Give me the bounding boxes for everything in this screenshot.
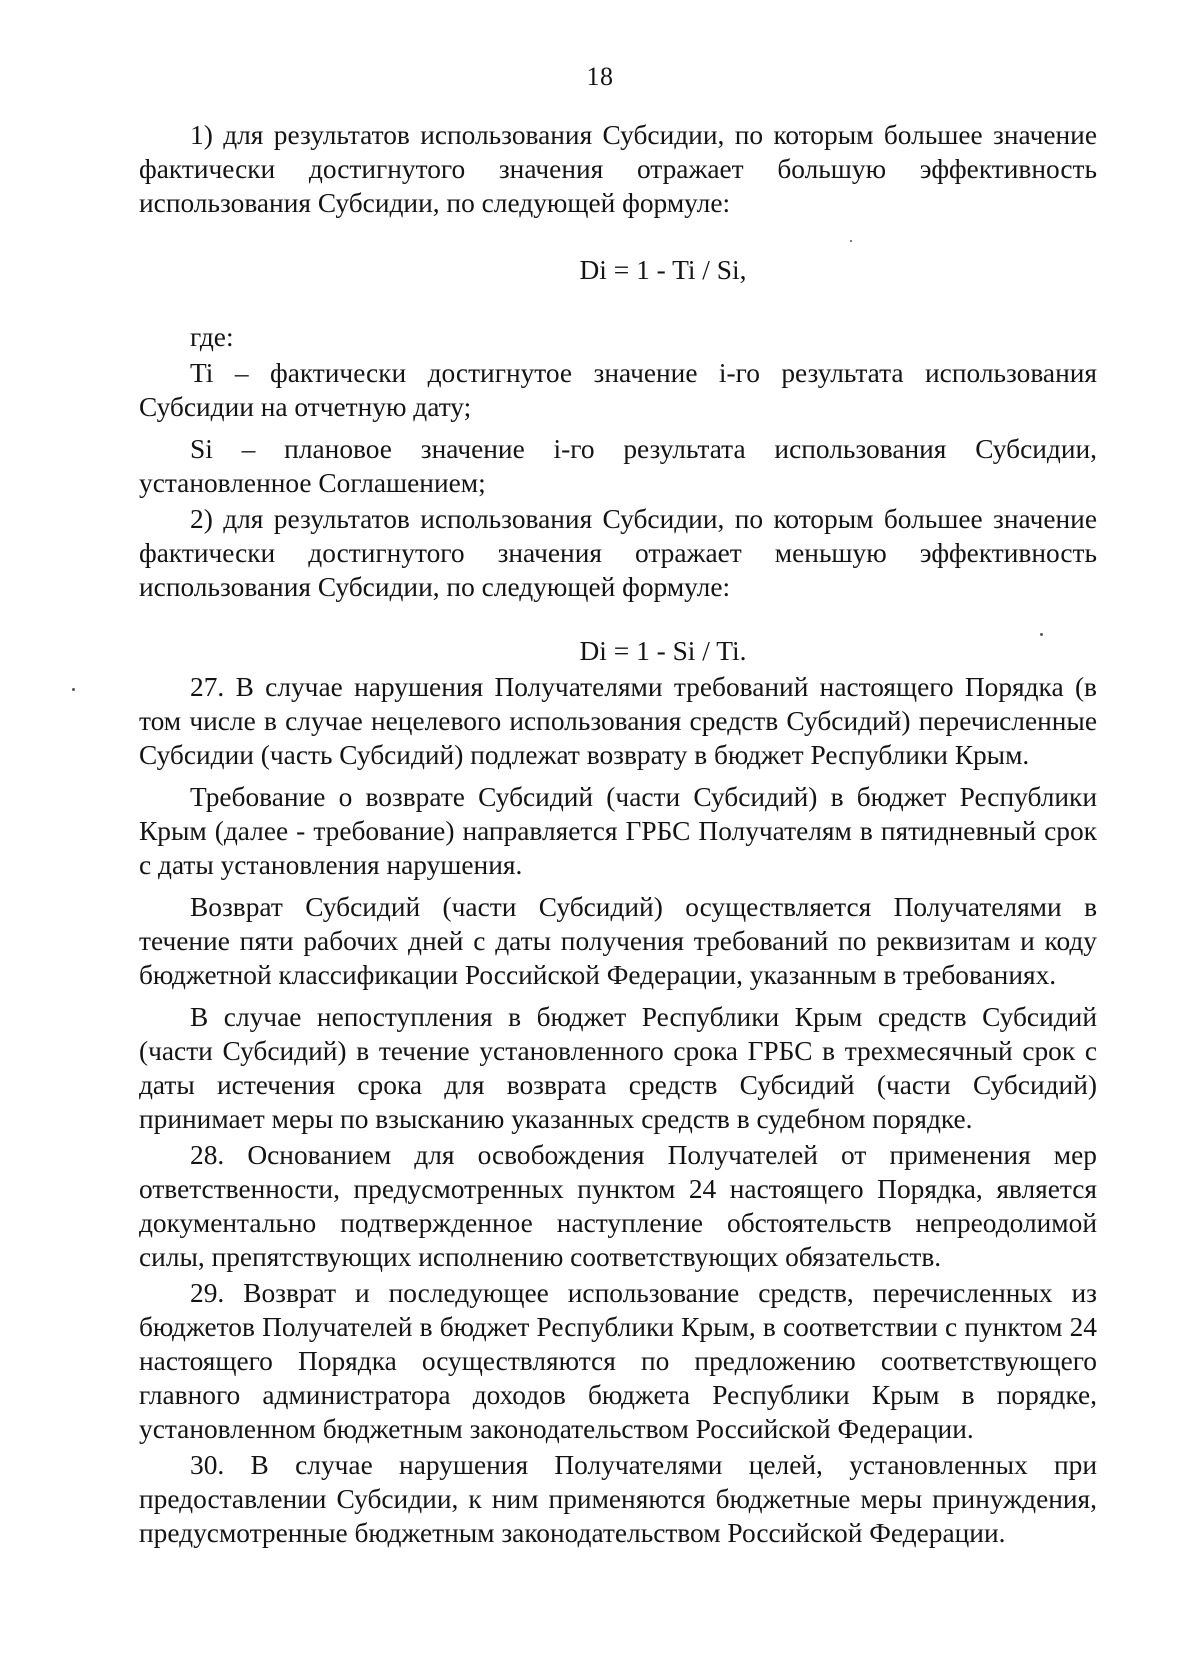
clause-27-court: В случае непоступления в бюджет Республики Крым средств Субсидий (части Субсидий) в течение установленного срока ГРБС в трехмесячный срок с даты истечения срока для возврата средств Субсидий (части Субсидий) принимает меры по взысканию указанных средств в судебном порядке. [139, 1002, 1097, 1134]
scan-speck [1040, 633, 1043, 636]
clause-27: 27. В случае нарушения Получателями требований настоящего Порядка (в том числе в случае нецелевого использования средств Субсидий) перечисленные Субсидии (часть Субсидий) подлежат возврату в бюджет Республики Крым. [139, 672, 1097, 770]
clause-30: 30. В случае нарушения Получателями целей, установленных при предоставлении Субсидии, к ним применяются бюджетные меры принуждения, предусмотренные бюджетным законодательством Российской Федерации. [139, 1450, 1097, 1548]
where-label: где: [190, 322, 234, 352]
formula-1: Di = 1 - Ti / Si, [579, 255, 747, 285]
clause-29: 29. Возврат и последующее использование средств, перечисленных из бюджетов Получателей в бюджет Республики Крым, в соответствии с пунктом 24 настоящего Порядка осуществляются по предложению соответствующего главного администратора доходов бюджета Республики Крым в порядке, установленном бюджетным законодательством Российской Федерации. [139, 1278, 1097, 1444]
formula-2: Di = 1 - Si / Ti. [579, 636, 747, 666]
definition-si: Si – плановое значение i-го результата использования Субсидии, установленное Соглашением; [139, 434, 1097, 498]
scan-speck [850, 240, 852, 242]
scan-speck [72, 688, 75, 691]
clause-27-return: Возврат Субсидий (части Субсидий) осуществляется Получателями в течение пяти рабочих дней с даты получения требований по реквизитам и коду бюджетной классификации Российской Федерации, указанным в требованиях. [139, 892, 1097, 990]
clause-27-requirement: Требование о возврате Субсидий (части Субсидий) в бюджет Республики Крым (далее - требование) направляется ГРБС Получателям в пятидневный срок с даты установления нарушения. [139, 782, 1097, 880]
page-number: 18 [586, 62, 614, 91]
paragraph-case-1: 1) для результатов использования Субсидии, по которым большее значение фактически достигнутого значения отражает большую эффективность использования Субсидии, по следующей формуле: [139, 120, 1097, 218]
document-body [139, 118, 1097, 1550]
paragraph-case-2: 2) для результатов использования Субсидии, по которым большее значение фактически достигнутого значения отражает меньшую эффективность использования Субсидии, по следующей формуле: [139, 504, 1097, 602]
definition-ti: Ti – фактически достигнутое значение i-го результата использования Субсидии на отчетную дату; [139, 358, 1097, 422]
clause-28: 28. Основанием для освобождения Получателей от применения мер ответственности, предусмотренных пунктом 24 настоящего Порядка, является документально подтвержденное наступление обстоятельств непреодолимой силы, препятствующих исполнению соответствующих обязательств. [139, 1140, 1097, 1272]
